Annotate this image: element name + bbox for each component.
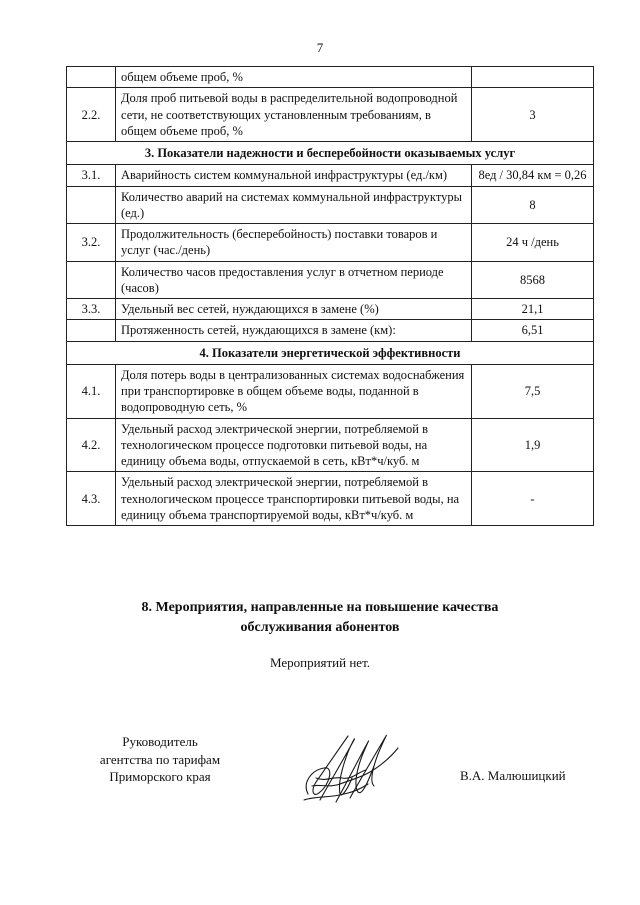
section-8-title-line2: обслуживания абонентов xyxy=(240,620,400,636)
signer-name: В.А. Малюшицкий xyxy=(460,768,566,783)
table-row xyxy=(67,67,594,88)
metrics-table xyxy=(66,66,594,526)
row-description: Аварийность систем коммунальной инфраструктуры (ед./км) xyxy=(116,165,472,186)
row-number: 3.3. xyxy=(67,299,116,320)
section-8-title xyxy=(0,598,640,639)
table-row xyxy=(67,472,594,526)
row-value: 24 ч /день xyxy=(472,224,594,262)
row-value xyxy=(472,67,594,88)
table-row xyxy=(67,261,594,299)
table-row xyxy=(67,165,594,186)
row-description: общем объеме проб, % xyxy=(116,67,472,88)
row-number: 4.2. xyxy=(67,418,116,472)
row-value: 8 xyxy=(472,186,594,224)
row-value: 3 xyxy=(472,88,594,142)
table-section-row xyxy=(67,142,594,165)
section-8-body: Мероприятий нет. xyxy=(269,655,371,670)
row-number xyxy=(67,67,116,88)
row-value: 7,5 xyxy=(472,364,594,418)
row-value: 21,1 xyxy=(472,299,594,320)
section-8-title-line1: 8. Мероприятия, направленные на повышение качества xyxy=(141,600,499,615)
row-number xyxy=(67,186,116,224)
row-value: 6,51 xyxy=(472,320,594,341)
row-value: 8568 xyxy=(472,261,594,299)
table-row xyxy=(67,364,594,418)
table-row xyxy=(67,224,594,262)
row-number xyxy=(67,320,116,341)
row-value: 1,9 xyxy=(472,418,594,472)
table-row xyxy=(67,320,594,341)
table-row xyxy=(67,88,594,142)
row-number xyxy=(67,261,116,299)
metrics-table-body xyxy=(67,67,594,526)
row-description: Доля проб питьевой воды в распределительной водопроводной сети, не соответствующих установленным требованиям, в общем объеме проб, % xyxy=(116,88,472,142)
row-number: 4.1. xyxy=(67,364,116,418)
row-number: 4.3. xyxy=(67,472,116,526)
row-number: 2.2. xyxy=(67,88,116,142)
row-number: 3.2. xyxy=(67,224,116,262)
row-description: Доля потерь воды в централизованных системах водоснабжения при транспортировке в общем объеме воды, поданной в водопроводную сеть, % xyxy=(116,364,472,418)
table-row xyxy=(67,418,594,472)
row-description: Количество часов предоставления услуг в отчетном периоде (часов) xyxy=(116,261,472,299)
row-description: Удельный расход электрической энергии, потребляемой в технологическом процессе подготовки питьевой воды, на единицу объема воды, отпускаемой в сеть, кВт*ч/куб. м xyxy=(116,418,472,472)
section-heading: 4. Показатели энергетической эффективности xyxy=(67,341,594,364)
row-value: - xyxy=(472,472,594,526)
row-number: 3.1. xyxy=(67,165,116,186)
row-description: Продолжительность (бесперебойность) поставки товаров и услуг (час./день) xyxy=(116,224,472,262)
row-description: Удельный расход электрической энергии, потребляемой в технологическом процессе транспортировки питьевой воды, на единицу объема транспортируемой воды, кВт*ч/куб. м xyxy=(116,472,472,526)
table-section-row xyxy=(67,341,594,364)
row-description: Удельный вес сетей, нуждающихся в замене (%) xyxy=(116,299,472,320)
row-value: 8ед / 30,84 км = 0,26 xyxy=(472,165,594,186)
handwritten-signature-icon xyxy=(290,722,410,817)
signer-title-line2: агентства по тарифам xyxy=(99,751,221,767)
section-heading: 3. Показатели надежности и бесперебойности оказываемых услуг xyxy=(67,142,594,165)
table-row xyxy=(67,186,594,224)
signer-title xyxy=(70,733,250,786)
table-row xyxy=(67,299,594,320)
page-number: 7 xyxy=(316,40,324,55)
row-description: Количество аварий на системах коммунальной инфраструктуры (ед.) xyxy=(116,186,472,224)
row-description: Протяженность сетей, нуждающихся в замене (км): xyxy=(116,320,472,341)
signer-title-line1: Руководитель xyxy=(122,734,198,749)
signer-title-line3: Приморского края xyxy=(109,769,211,785)
